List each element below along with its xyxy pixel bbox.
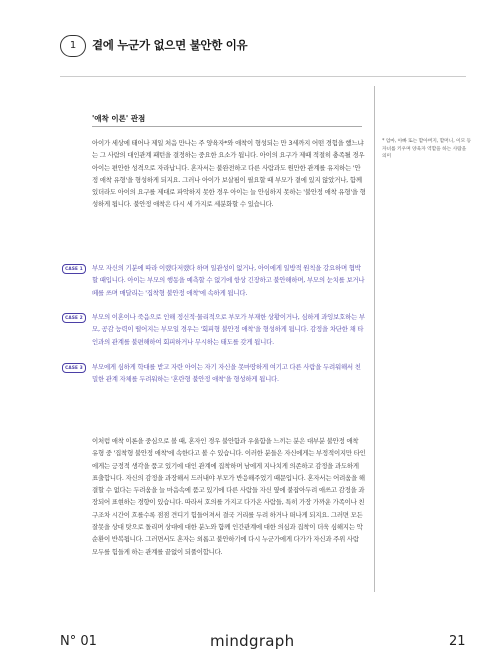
chapter-title: 곁에 누군가 없으면 불안한 이유 [92, 38, 248, 52]
body-paragraph-intro: 아이가 세상에 태어나 제일 처음 만나는 주 양육자*와 애착이 형성되는 만 3세까지 어떤 경험을 했느냐는 그 사람의 대인관계 패턴을 결정하는 중요한 요소가 됩니다. 아이의 요구가 제때 적절히 충족될 경우 아이는 편안한 성격으로 자라납니다. 혼자서는 불완전하고 다른 사람과도 원만한 관계를 유지하는 '안정 애착 유형'을 형성하게 되지요. 그러나 아이가 보살핌이 필요할 때 부모가 곁에 있지 않았거나, 함께 있더라도 아이의 요구를 제대로 파악하지 못한 경우 아이는 늘 안심하지 못하는 '불안정 애착 유형'을 형성하게 됩니다. 불안정 애착은 다시 세 가지로 세분화할 수 있습니다. [92, 139, 366, 209]
case-text-1: 부모 자신의 기분에 따라 이랬다저랬다 하며 일관성이 없거나, 아이에게 일방적 원칙을 강요하며 협박할 때입니다. 아이는 부모의 행동을 예측할 수 없기에 항상 긴장하고 불안해하며, 부모의 눈치를 보거나 떼를 쓰며 매달리는 '집착형 불안정 애착'에 속하게 됩니다. [92, 264, 365, 297]
footnote: * 엄마, 아빠 또는 할아버지, 할머니, 이모 등 자녀를 키우며 양육자 역할을 하는 사람을 의미 [382, 139, 472, 160]
body-paragraph-conclusion: 이처럼 애착 이론을 중심으로 볼 때, 혼자인 경우 불안함과 우울함을 느끼는 분은 대부분 불안정 애착 유형 중 '집착형 불안정 애착'에 속한다고 볼 수 있습니다. 이러한 분들은 자신에게는 부정적이지만 타인에게는 긍정적 생각을 품고 있기에 대인 관계에 집착하며 남에게 지나치게 의존하고 감정을 과도하게 표출합니다. 자신의 감정을 과장해서 드러내야 부모가 반응해주었기 때문입니다. 혼자서는 어려움을 해결할 수 없다는 두려움을 늘 마음속에 품고 있기에 다른 사람들 자신 옆에 붙잡아두려 애쓰고 감정을 과장되어 표현하는 경향이 있습니다. 따라서 호의를 가지고 다가온 사람들, 특히 가장 가까운 가족이나 친구조차 시간이 흐를수록 점점 견디기 힘들어져서 결국 거리를 두려 하거나 떠나게 되지요. 그러면 모든 잘못을 상대 탓으로 돌리며 상대에 대한 분노와 함께 인간관계에 대한 의심과 집착이 더욱 심해지는 악순환이 반복됩니다. 그러면서도 혼자는 외롭고 불안하기에 다시 누군가에게 다가가 자신과 주위 사람 모두를 힘들게 하는 관계를 끝없이 되풀이합니다. [92, 437, 366, 556]
brand-logo-text: mindgraph [210, 632, 295, 650]
margin-divider [374, 86, 375, 592]
case-badge-3: CASE 3 [62, 363, 86, 373]
case-text-3: 부모에게 심하게 학대를 받고 자란 아이는 자기 자신을 못마땅하게 여기고 다른 사람을 두려워해서 친밀한 관계 자체를 두려워하는 '혼란형 불안정 애착'을 형성하게 됩니다. [92, 363, 361, 384]
case-badge-2: CASE 2 [62, 313, 86, 323]
section-divider [92, 126, 362, 127]
chapter-number-badge: 1 [60, 35, 86, 57]
header-divider [60, 76, 466, 77]
page-number: 21 [449, 634, 466, 649]
case-badge-1: CASE 1 [62, 264, 86, 274]
case-text-2: 부모의 이혼이나 죽음으로 인해 정신적·물리적으로 부모가 부재한 상황이거나, 심하게 과잉보호하는 부모, 공감 능력이 떨어지는 부모일 경우는 '회피형 불안정 애착'을 형성하게 됩니다. 감정을 차단한 채 타인과의 관계를 불편해하여 회피하거나 무시하는 태도를 갖게 됩니다. [92, 313, 365, 346]
issue-number: N° 01 [60, 634, 97, 649]
section-heading: '애착 이론' 관점 [92, 114, 146, 123]
